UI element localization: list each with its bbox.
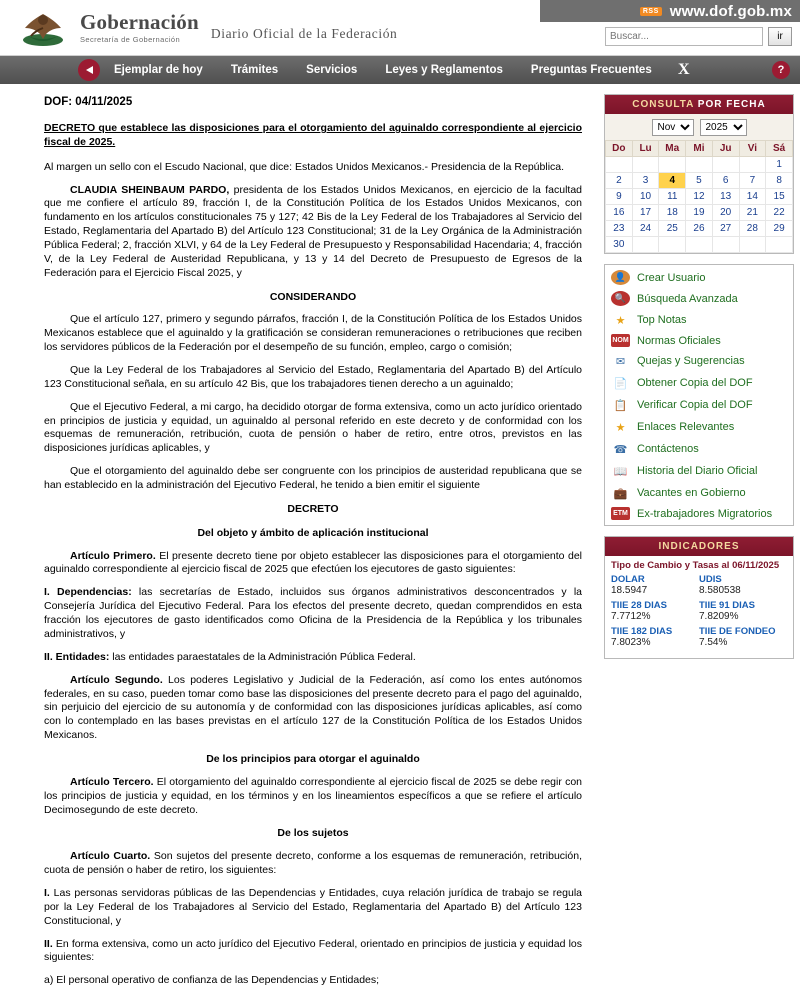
nav-item-servicios[interactable]: Servicios bbox=[306, 64, 358, 76]
indicador-value: 18.5947 bbox=[611, 585, 648, 596]
indicador-key: DOLAR bbox=[611, 574, 645, 585]
link-label: Búsqueda Avanzada bbox=[637, 292, 738, 305]
link-historia-del-diario-oficial[interactable] bbox=[605, 460, 793, 482]
brand-subtitle: Secretaría de Gobernación bbox=[80, 34, 181, 44]
calendar-day[interactable]: 7 bbox=[739, 173, 766, 189]
site-url: www.dof.gob.mx bbox=[669, 2, 792, 20]
calendar-week-row bbox=[606, 189, 793, 205]
weekday-vi: Vi bbox=[739, 141, 766, 157]
calendar-day bbox=[606, 157, 633, 173]
link-label: Vacantes en Gobierno bbox=[637, 487, 746, 499]
link-label: Top Notas bbox=[637, 314, 687, 326]
nav-item-preguntas-frecuentes[interactable]: Preguntas Frecuentes bbox=[530, 64, 652, 76]
document-icon: 📄 bbox=[613, 377, 628, 390]
calendar-day bbox=[739, 237, 766, 253]
calendar-day[interactable]: 9 bbox=[606, 189, 633, 205]
check-document-icon: 📋 bbox=[613, 399, 628, 412]
main-navigation bbox=[0, 56, 800, 84]
paragraph-articulo-primero-ii: II. Entidades: las entidades paraestatales de la Administración Pública Federal. bbox=[44, 650, 416, 663]
paragraph-articulo-primero-i: I. Dependencias: las secretarías de Estado, incluidos sus órganos administrativos desconcentrados y la Consejería Jurídica del Ejecutivo Federal. Para los efectos del presente decreto, quedan comprendidos en esta fracción los ejecutores de gasto identificados como Oficina de la Presidencia de la República y los tribunales administrativos, y bbox=[44, 586, 582, 640]
calendar-day[interactable]: 13 bbox=[712, 189, 739, 205]
nav-item-leyes-y-reglamentos[interactable]: Leyes y Reglamentos bbox=[385, 64, 503, 76]
calendar-day bbox=[712, 157, 739, 173]
calendar-week-row bbox=[606, 157, 793, 173]
site-header bbox=[0, 0, 800, 56]
weekday-ma: Ma bbox=[659, 141, 686, 157]
book-icon: 📖 bbox=[613, 465, 628, 478]
indicador-value: 8.580538 bbox=[699, 585, 741, 596]
search-go-button[interactable]: ir bbox=[768, 27, 792, 46]
calendar-day bbox=[659, 237, 686, 253]
indicador-item bbox=[699, 574, 787, 596]
calendar-day[interactable]: 10 bbox=[632, 189, 659, 205]
calendar-day bbox=[686, 237, 713, 253]
paragraph-articulo-cuarto: Artículo Cuarto. Son sujetos del presente decreto, conforme a los esquemas de remuneración, retribución, cuota de pensión o haber de retiro, los siguientes: bbox=[44, 850, 582, 877]
link-busqueda-avanzada[interactable] bbox=[605, 288, 793, 309]
paragraph-articulo-cuarto-ii: II. En forma extensiva, como un acto jurídico del Ejecutivo Federal, orientado en principios de justicia y equidad los siguientes: bbox=[44, 937, 582, 964]
calendar-day[interactable]: 27 bbox=[712, 221, 739, 237]
calendar-day bbox=[659, 157, 686, 173]
weekday-mi: Mi bbox=[686, 141, 713, 157]
link-label: Enlaces Relevantes bbox=[637, 421, 735, 433]
star-icon: ★ bbox=[615, 314, 626, 327]
link-label: Obtener Copia del DOF bbox=[637, 377, 753, 389]
calendar-day[interactable]: 11 bbox=[659, 189, 686, 205]
link-crear-usuario[interactable] bbox=[605, 267, 793, 288]
indicador-value: 7.54% bbox=[699, 637, 728, 648]
nom-icon: NOM bbox=[611, 334, 630, 347]
indicador-value: 7.7712% bbox=[611, 611, 651, 622]
paragraph-articulo-cuarto-i: I. Las personas servidoras públicas de las Dependencias y Entidades, cuya relación jurídica de trabajo se regula por la Ley Federal de los Trabajadores al Servicio del Estado, Reglamentaria del Apartado B) del Artículo 123 Constitucional, y bbox=[44, 886, 582, 927]
calendar-day[interactable]: 5 bbox=[686, 173, 713, 189]
indicadores-grid bbox=[611, 574, 787, 652]
calendar-day[interactable]: 19 bbox=[686, 205, 713, 221]
nav-item-ejemplar-de-hoy[interactable]: Ejemplar de hoy bbox=[114, 64, 203, 76]
brand-block bbox=[80, 9, 398, 44]
link-label: Ex-trabajadores Migratorios bbox=[637, 507, 773, 520]
calendar-day bbox=[712, 237, 739, 253]
indicador-key: TIIE DE FONDEO bbox=[699, 626, 776, 637]
calendar-day[interactable]: 8 bbox=[766, 173, 793, 189]
calendar-day[interactable]: 29 bbox=[766, 221, 793, 237]
calendar-day[interactable]: 17 bbox=[632, 205, 659, 221]
calendar-day bbox=[686, 157, 713, 173]
link-normas-oficiales[interactable] bbox=[605, 331, 793, 350]
paragraph-articulo-cuarto-a: a) El personal operativo de confianza de las Dependencias y Entidades; bbox=[44, 974, 380, 987]
calendar-day[interactable]: 21 bbox=[739, 205, 766, 221]
weekday-do: Do bbox=[606, 141, 633, 157]
calendar-day[interactable]: 14 bbox=[739, 189, 766, 205]
link-verificar-copia-del-dof[interactable] bbox=[605, 394, 793, 416]
search-icon: 🔍 bbox=[611, 291, 630, 306]
weekday-ju: Ju bbox=[712, 141, 739, 157]
decree-heading: DECRETO que establece las disposiciones para el otorgamiento del aguinaldo correspondiente al ejercicio fiscal de 2025. bbox=[44, 122, 582, 148]
star-icon: ★ bbox=[615, 421, 626, 434]
indicadores-subtitle: Tipo de Cambio y Tasas al 06/11/2025 bbox=[611, 560, 780, 571]
heading-decreto: DECRETO bbox=[287, 502, 339, 515]
calendar-day[interactable]: 18 bbox=[659, 205, 686, 221]
heading-principios: De los principios para otorgar el aguinaldo bbox=[206, 752, 420, 765]
paragraph-considerando-3: Que el Ejecutivo Federal, a mi cargo, ha decidido otorgar de forma extensiva, como un acto jurídico orientado en principios de justicia y equidad, un aguinaldo al personal referido en este decreto y de conformidad con los esquemas de remuneración, retribución, cuota de pensión o haber de retiro, entre otros, previstos en las disposiciones jurídicas aplicables, y bbox=[44, 400, 582, 455]
nav-list bbox=[100, 64, 666, 76]
link-label: Historia del Diario Oficial bbox=[637, 465, 758, 477]
indicadores-title: INDICADORES bbox=[605, 537, 793, 556]
calendar-title-a: CONSULTA bbox=[632, 99, 698, 110]
indicador-item bbox=[699, 626, 787, 648]
calendar-day[interactable]: 16 bbox=[606, 205, 633, 221]
paragraph-articulo-segundo: Artículo Segundo. Los poderes Legislativo y Judicial de la Federación, así como los entes autónomos federales, en su caso, pueden tomar como base las disposiciones del presente decreto para el pago del aguinaldo, sin perjuicio del ejercicio de su autonomía y de conformidad con las disposiciones jurídicas aplicables, así como con lo contemplado en las bases previstas en el artículo 127 de la Constitución Política de los Estados Unidos Mexicanos. bbox=[44, 673, 582, 742]
calendar-month-select[interactable] bbox=[652, 119, 694, 136]
calendar-week-row bbox=[606, 173, 793, 189]
paragraph-considerando-2: Que la Ley Federal de los Trabajadores al Servicio del Estado, Reglamentaria del Apartado B) del Artículo 123 Constitucional señala, en su artículo 42 Bis, que los trabajadores tienen derecho a un aguinaldo; bbox=[44, 364, 582, 390]
etm-icon: ETM bbox=[611, 507, 630, 520]
dof-date: DOF: 04/11/2025 bbox=[44, 96, 133, 108]
paragraph-intro: CLAUDIA SHEINBAUM PARDO, presidenta de los Estados Unidos Mexicanos, en ejercicio de la facultad que me confiere el artículo 89, fracción I, de la Constitución Política de los Estados Unidos Mexicanos, con fundamento en los artículos constitucionales 75 y 127; 42 Bis de la Ley Federal de los Trabajadores al Servicio del Estado, Reglamentaria del Apartado B) del Artículo 123 Constitucional; 31 de la Ley Orgánica de la Administración Pública Federal; 2, fracción XLVI, y 64 de la Ley Federal de Presupuesto y Responsabilidad Hacendaria; 4, fracción V, de la Ley Federal de Austeridad Republicana, y 13 y 14 del Decreto de Presupuesto de Egresos de la Federación para el Ejercicio Fiscal 2025, y bbox=[44, 183, 582, 279]
paragraph-articulo-tercero: Artículo Tercero. El otorgamiento del aguinaldo correspondiente al ejercicio fiscal de 2025 se debe regir con los principios de justicia y equidad, en los términos y en los lineamientos específicos a que se refiere el artículo Decimosegundo de este decreto. bbox=[44, 775, 582, 816]
url-bar bbox=[540, 0, 800, 22]
header-right bbox=[540, 0, 800, 56]
document-column bbox=[0, 84, 600, 997]
calendar-day[interactable]: 6 bbox=[712, 173, 739, 189]
indicador-value: 7.8023% bbox=[611, 637, 651, 648]
indicadores-panel bbox=[604, 536, 794, 659]
briefcase-icon: 💼 bbox=[613, 487, 628, 500]
calendar-day[interactable]: 24 bbox=[632, 221, 659, 237]
link-vacantes-en-gobierno[interactable] bbox=[605, 482, 793, 504]
national-emblem-icon bbox=[16, 6, 70, 50]
indicador-item bbox=[611, 574, 699, 596]
indicador-key: UDIS bbox=[699, 574, 722, 585]
calendar-year-select[interactable] bbox=[700, 119, 747, 136]
calendar-day[interactable]: 28 bbox=[739, 221, 766, 237]
link-quejas-y-sugerencias[interactable] bbox=[605, 350, 793, 372]
calendar-day[interactable]: 20 bbox=[712, 205, 739, 221]
calendar-table bbox=[605, 140, 793, 253]
rss-icon[interactable]: RSS bbox=[640, 7, 662, 16]
calendar-day bbox=[632, 157, 659, 173]
calendar-week-row bbox=[606, 221, 793, 237]
calendar-panel bbox=[604, 94, 794, 254]
calendar-day[interactable]: 26 bbox=[686, 221, 713, 237]
x-social-icon[interactable]: X bbox=[678, 61, 690, 78]
paragraph-articulo-primero: Artículo Primero. El presente decreto tiene por objeto establecer las disposiciones para el otorgamiento del aguinaldo correspondiente al ejercicio fiscal de 2025 que efectúen los ejecutores de gasto siguientes: bbox=[44, 549, 583, 576]
search-area bbox=[540, 22, 800, 46]
link-enlaces-relevantes[interactable] bbox=[605, 416, 793, 438]
calendar-day-selected[interactable]: 4 bbox=[659, 173, 686, 189]
calendar-day bbox=[632, 237, 659, 253]
home-button[interactable] bbox=[78, 59, 100, 81]
link-top-notas[interactable] bbox=[605, 309, 793, 331]
calendar-day[interactable]: 23 bbox=[606, 221, 633, 237]
indicador-item bbox=[699, 600, 787, 622]
link-label: Normas Oficiales bbox=[637, 334, 721, 347]
calendar-title-b: POR FECHA bbox=[697, 99, 766, 110]
link-label: Contáctenos bbox=[637, 443, 699, 455]
paragraph-considerando-4: Que el otorgamiento del aguinaldo debe ser congruente con los principios de austeridad republicana que se han establecido en la administración del Ejecutivo Federal, he tenido a bien emitir el siguiente bbox=[44, 465, 582, 492]
help-icon[interactable]: ? bbox=[772, 61, 790, 79]
calendar-day bbox=[739, 157, 766, 173]
calendar-day[interactable]: 12 bbox=[686, 189, 713, 205]
calendar-day bbox=[766, 237, 793, 253]
heading-sujetos: De los sujetos bbox=[277, 827, 349, 840]
weekday-lu: Lu bbox=[632, 141, 659, 157]
mail-icon: ✉ bbox=[615, 355, 626, 368]
indicador-item bbox=[611, 626, 699, 648]
indicador-key: TIIE 182 DIAS bbox=[611, 626, 673, 637]
indicador-key: TIIE 28 DIAS bbox=[611, 600, 667, 611]
calendar-day[interactable]: 22 bbox=[766, 205, 793, 221]
dof-title: Diario Oficial de la Federación bbox=[210, 25, 398, 41]
calendar-day[interactable]: 30 bbox=[606, 237, 633, 253]
link-ex-trabajadores-migratorios[interactable] bbox=[605, 504, 793, 523]
nav-item-tramites[interactable]: Trámites bbox=[230, 64, 279, 76]
paragraph-considerando-1: Que el artículo 127, primero y segundo párrafos, fracción I, de la Constitución Política de los Estados Unidos Mexicanos establece que el aguinaldo y la gratificación se consideran remuneraciones o retribuciones que reciben los servidores públicos de la Federación por el desempeño de su función, empleo, cargo o comisión; bbox=[44, 313, 582, 354]
quick-links-panel bbox=[604, 264, 794, 526]
calendar-day[interactable]: 1 bbox=[766, 157, 793, 173]
calendar-selectors bbox=[605, 114, 793, 140]
page-body bbox=[0, 84, 800, 997]
user-icon: 👤 bbox=[611, 270, 630, 285]
indicadores-body bbox=[605, 556, 793, 658]
brand-title: Gobernación bbox=[80, 9, 199, 34]
margin-note: Al margen un sello con el Escudo Nacional, que dice: Estados Unidos Mexicanos.- Presidencia de la República. bbox=[44, 160, 565, 173]
indicador-value: 7.8209% bbox=[699, 611, 739, 622]
calendar-day[interactable]: 15 bbox=[766, 189, 793, 205]
link-label: Crear Usuario bbox=[637, 271, 706, 284]
link-contactenos[interactable] bbox=[605, 438, 793, 460]
sidebar bbox=[600, 84, 800, 997]
calendar-weekday-row bbox=[606, 141, 793, 157]
link-label: Quejas y Sugerencias bbox=[637, 355, 745, 367]
heading-objeto: Del objeto y ámbito de aplicación institucional bbox=[197, 526, 429, 539]
calendar-day[interactable]: 2 bbox=[606, 173, 633, 189]
indicador-item bbox=[611, 600, 699, 622]
indicador-key: TIIE 91 DIAS bbox=[699, 600, 755, 611]
weekday-sa: Sá bbox=[766, 141, 793, 157]
link-label: Verificar Copia del DOF bbox=[637, 399, 753, 411]
calendar-day[interactable]: 25 bbox=[659, 221, 686, 237]
phone-icon: ☎ bbox=[613, 443, 628, 456]
link-obtener-copia-del-dof[interactable] bbox=[605, 372, 793, 394]
decree-text bbox=[44, 122, 582, 988]
search-input[interactable] bbox=[605, 27, 763, 46]
calendar-title bbox=[605, 95, 793, 114]
calendar-week-row bbox=[606, 237, 793, 253]
calendar-day[interactable]: 3 bbox=[632, 173, 659, 189]
heading-considerando: CONSIDERANDO bbox=[269, 290, 357, 303]
calendar-week-row bbox=[606, 205, 793, 221]
